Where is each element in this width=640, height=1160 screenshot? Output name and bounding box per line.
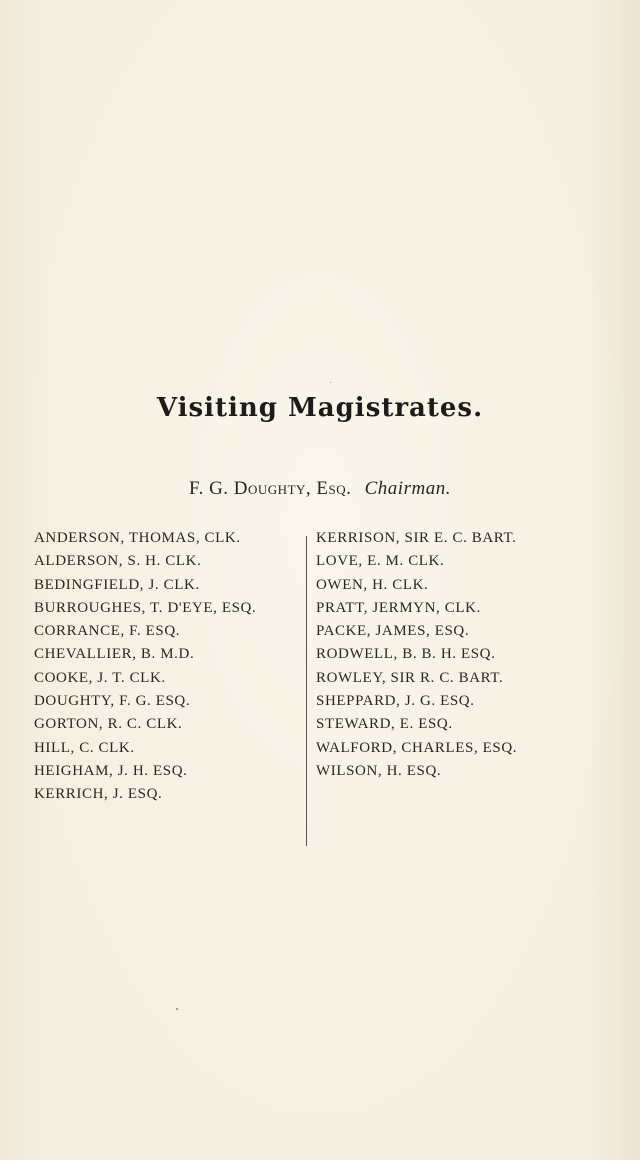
list-item: RODWELL, B. B. H. ESQ. [316,646,496,663]
list-item: HEIGHAM, J. H. ESQ. [34,762,188,779]
list-item: CHEVALLIER, B. M.D. [34,646,195,663]
page-heading: Visiting Magistrates. [156,393,484,423]
list-item: ROWLEY, SIR R. C. BART. [316,669,504,686]
list-item: WILSON, H. ESQ. [316,762,442,779]
list-item: GORTON, R. C. CLK. [34,716,183,733]
paper-speck [330,382,331,383]
chairman-role: Chairman. [364,478,451,499]
paper-speck [176,1008,178,1010]
chairman-line [0,478,640,500]
list-item: DOUGHTY, F. G. ESQ. [34,693,191,710]
list-item: KERRISON, SIR E. C. BART. [316,530,517,546]
list-item: ALDERSON, S. H. CLK. [34,553,202,570]
list-item: HILL, C. CLK. [34,739,135,756]
list-item: STEWARD, E. ESQ. [316,716,453,733]
list-item: PRATT, JERMYN, CLK. [316,599,481,616]
list-item: BURROUGHES, T. D'EYE, ESQ. [34,599,257,616]
chairman-name: F. G. Doughty, Esq. [189,478,352,499]
magistrates-right-column [316,527,517,783]
column-divider [306,536,307,846]
list-item: COOKE, J. T. CLK. [34,669,166,686]
magistrates-left-column [34,527,256,807]
list-item: KERRICH, J. ESQ. [34,786,163,803]
list-item: SHEPPARD, J. G. ESQ. [316,693,475,710]
list-item: CORRANCE, F. ESQ. [34,623,181,640]
list-item: BEDINGFIELD, J. CLK. [34,576,200,593]
list-item: ANDERSON, THOMAS, CLK. [34,530,241,546]
list-item: LOVE, E. M. CLK. [316,553,445,570]
list-item: WALFORD, CHARLES, ESQ. [316,739,518,756]
list-item: PACKE, JAMES, ESQ. [316,623,470,640]
list-item: OWEN, H. CLK. [316,576,429,593]
